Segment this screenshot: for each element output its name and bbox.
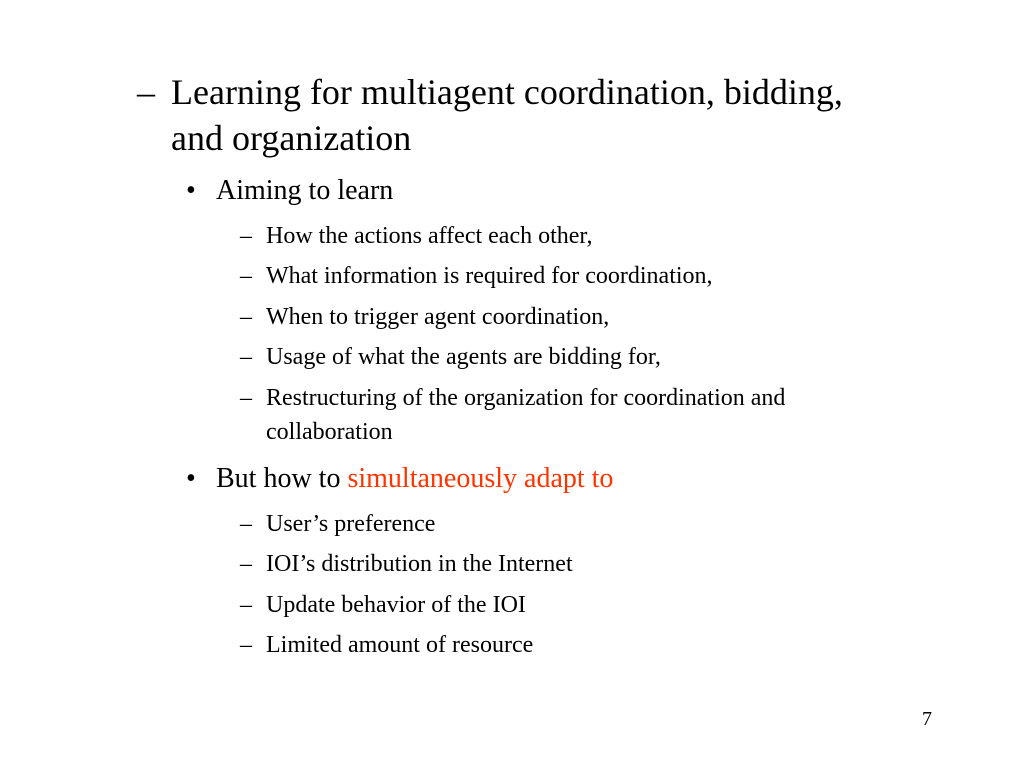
list-item-text: Restructuring of the organization for coordination and bbox=[266, 385, 786, 411]
bullet-but-how-to bbox=[186, 462, 613, 496]
list-item-text-continuation: collaboration bbox=[266, 419, 393, 445]
list-item bbox=[240, 381, 785, 415]
list-item-text: Limited amount of resource bbox=[266, 632, 534, 658]
list-item bbox=[240, 547, 573, 581]
heading-line-2 bbox=[137, 116, 411, 160]
bullet-marker: • bbox=[186, 175, 196, 206]
bullet-text bbox=[216, 462, 613, 496]
dash-marker: – bbox=[240, 304, 252, 330]
page-number: 7 bbox=[922, 708, 932, 730]
heading-text: Learning for multiagent coordination, bidding, bbox=[171, 72, 843, 112]
list-item-text: Usage of what the agents are bidding for, bbox=[266, 344, 661, 370]
heading-text-continuation: and organization bbox=[171, 118, 412, 158]
list-item-text: What information is required for coordination, bbox=[266, 263, 713, 289]
list-item bbox=[240, 340, 661, 374]
list-item bbox=[240, 259, 713, 293]
dash-marker: – bbox=[240, 223, 252, 249]
list-item-continuation bbox=[240, 415, 393, 449]
list-item bbox=[240, 628, 533, 662]
list-item-text: How the actions affect each other, bbox=[266, 223, 593, 249]
dash-marker: – bbox=[137, 72, 155, 112]
heading-line-1 bbox=[137, 70, 843, 114]
bullet-marker: • bbox=[186, 463, 196, 494]
dash-marker: – bbox=[240, 551, 252, 577]
bullet-text: Aiming to learn bbox=[216, 175, 394, 206]
list-item bbox=[240, 219, 592, 253]
dash-marker: – bbox=[240, 263, 252, 289]
bullet-text-plain: But how to bbox=[216, 463, 348, 494]
dash-marker: – bbox=[240, 385, 252, 411]
list-item-text: User’s preference bbox=[266, 511, 436, 537]
dash-marker: – bbox=[240, 632, 252, 658]
dash-marker: – bbox=[240, 592, 252, 618]
list-item bbox=[240, 588, 526, 622]
bullet-aiming-to-learn bbox=[186, 174, 393, 208]
list-item-text: Update behavior of the IOI bbox=[266, 592, 526, 618]
list-item-text: IOI’s distribution in the Internet bbox=[266, 551, 573, 577]
list-item-text: When to trigger agent coordination, bbox=[266, 304, 610, 330]
list-item bbox=[240, 507, 435, 541]
dash-marker: – bbox=[240, 344, 252, 370]
list-item bbox=[240, 300, 609, 334]
bullet-text-highlight: simultaneously adapt to bbox=[347, 463, 614, 494]
dash-marker: – bbox=[240, 511, 252, 537]
